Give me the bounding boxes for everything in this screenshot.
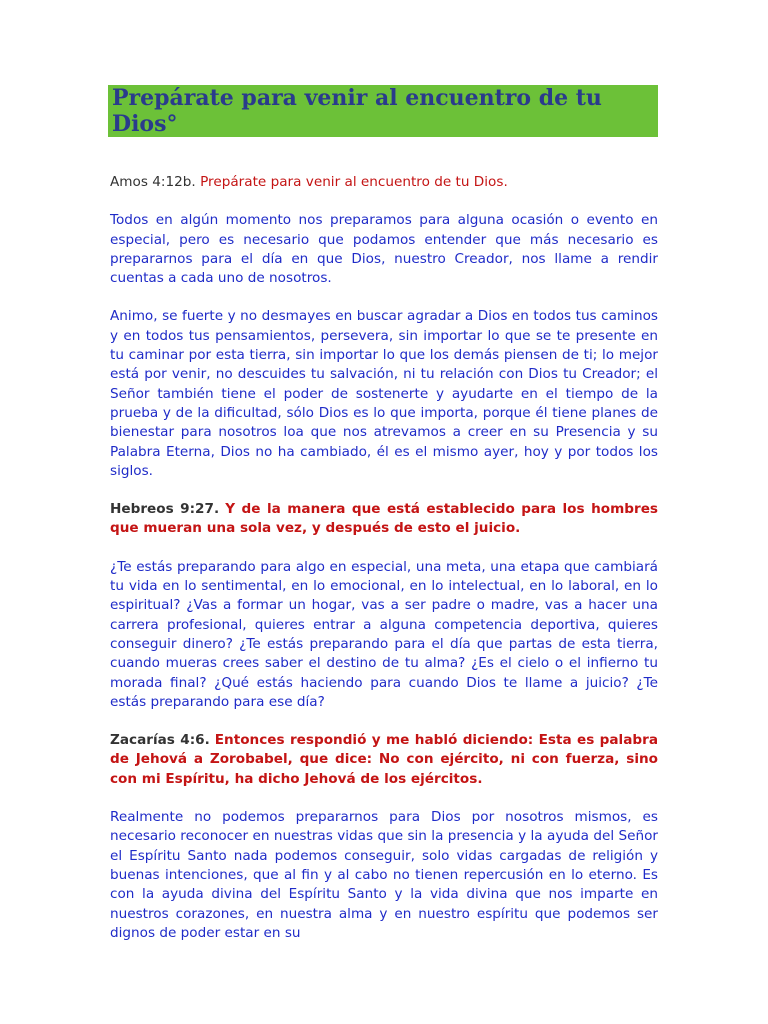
body-paragraph: Realmente no podemos prepararnos para Dios por nosotros mismos, es necesario reconocer en nuestras vidas que sin la presencia y la ayuda del Señor el Espíritu Santo nada podemos conseguir, solo vidas cargadas de religión y buenas intenciones, que al fin y al cabo no tienen repercusión en lo eterno. Es con la ayuda divina del Espíritu Santo y la vida divina que nos imparte en nuestros corazones, en nuestra alma y en nuestro espíritu que podemos ser dignos de poder estar en su: [110, 809, 658, 941]
verse-reference: Amos 4:12b.: [110, 174, 196, 190]
verse-line: [110, 500, 658, 539]
body-paragraph: Todos en algún momento nos preparamos para alguna ocasión o evento en especial, pero es necesario que podamos entender que más necesario es prepararnos para el día en que Dios, nuestro Creador, nos llame a rendir cuentas a cada uno de nosotros.: [110, 212, 658, 287]
body-paragraph: ¿Te estás preparando para algo en especial, una meta, una etapa que cambiará tu vida en lo sentimental, en lo emocional, en lo intelectual, en lo laboral, en lo espiritual? ¿Vas a formar un hogar, vas a ser padre o madre, vas a hacer una carrera profesional, quieres entrar a alguna competencia deportiva, quieres conseguir dinero? ¿Te estás preparando para el día que partas de esta tierra, cuando mueras crees saber el destino de tu alma? ¿Es el cielo o el infierno tu morada final? ¿Qué estás haciendo para cuando Dios te llame a juicio? ¿Te estás preparando para ese día?: [110, 558, 658, 710]
verse-quote: Entonces respondió y me habló diciendo: Esta es palabra de Jehová a Zorobabel, que dice: No con ejército, ni con fuerza, sino con mi Espíritu, ha dicho Jehová de los ejércitos.: [110, 732, 658, 787]
page-title: Prepárate para venir al encuentro de tu Dios°: [112, 85, 602, 137]
verse-line: [110, 173, 658, 192]
verse-reference: Hebreos 9:27.: [110, 501, 220, 518]
verse-reference: Zacarías 4:6.: [110, 732, 210, 749]
verse-line: [110, 731, 658, 789]
verse-quote: Y de la manera que está establecido para los hombres que mueran una sola vez, y después de esto el juicio.: [110, 501, 659, 537]
title-banner: [108, 85, 658, 137]
verse-quote: Prepárate para venir al encuentro de tu Dios.: [200, 174, 508, 190]
body-paragraph: Animo, se fuerte y no desmayes en buscar agradar a Dios en todos tus caminos y en todos tus pensamientos, persevera, sin importar lo que se te presente en tu caminar por esta tierra, sin importar lo que los demás piensen de ti; lo mejor está por venir, no descuides tu salvación, ni tu relación con Dios tu Creador; el Señor también tiene el poder de sostenerte y ayudarte en el tiempo de la prueba y de la dificultad, sólo Dios es lo que importa, porque él tiene planes de bienestar para nosotros loa que nos atrevamos a creer en su Presencia y su Palabra Eterna, Dios no ha cambiado, él es el mismo ayer, hoy y por todos los siglos.: [110, 308, 658, 479]
document-body: [110, 173, 658, 962]
